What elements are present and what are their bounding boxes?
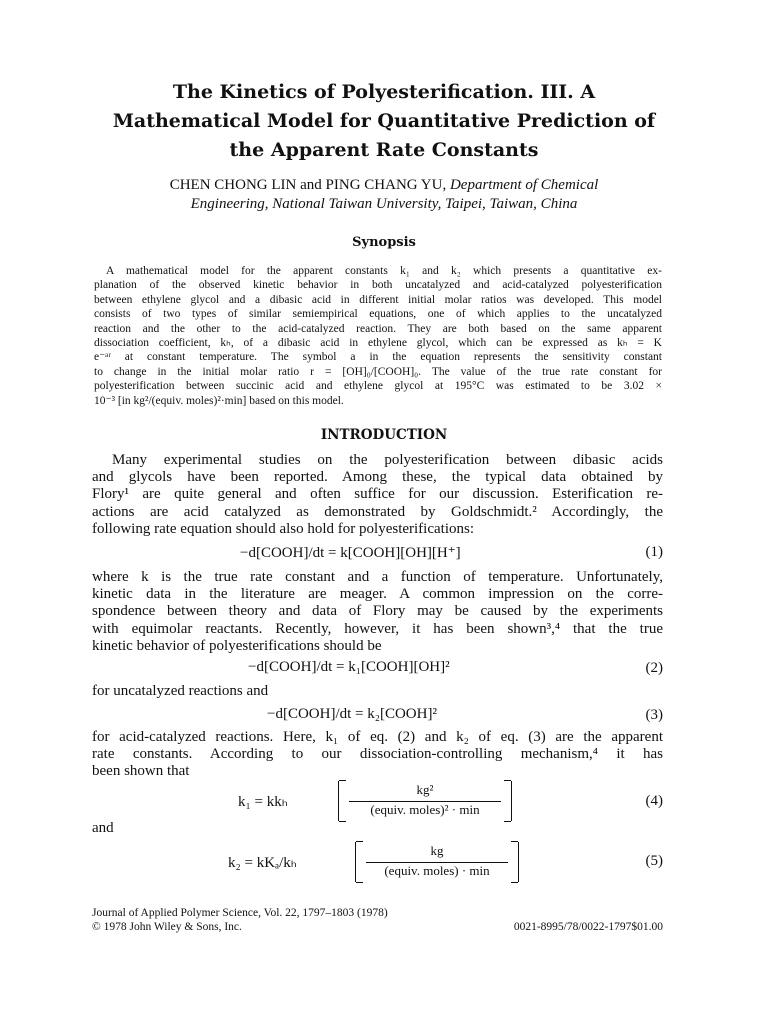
author-block [90,176,678,214]
affiliation-part1: Department of Chemical [449,177,599,193]
equation-4-number: (4) [645,793,663,809]
affiliation-part2: Engineering, National Taiwan University, Taipei, Taiwan, China [190,196,578,212]
body-line: with equimolar reactants. Recently, however, it has been shown³,⁴ that the true [92,620,663,637]
body-line: Flory¹ are quite general and often suffice for our discussion. Esterification re- [92,486,663,503]
author-line [90,176,678,195]
body-line: following rate equation should also hold for polyesterifications: [92,520,475,537]
body-line: and [92,820,114,836]
synopsis-line: e⁻ᵃʳ at constant temperature. The symbol a in the equation represents the sensitivity constant [94,351,662,364]
body-line: rate constants. According to our dissociation-controlling mechanism,⁴ it has [92,746,663,763]
equation-4-units-numerator: kg² [416,782,434,797]
equation-5-units-denominator: (equiv. moles) · min [384,863,490,878]
equation-5-number: (5) [645,853,663,869]
equation-3-number: (3) [645,707,663,723]
synopsis-text [94,264,662,408]
copyright-notice: © 1978 John Wiley & Sons, Inc. [92,921,242,933]
body-line: spondence between theory and data of Flory may be caused by the experiments [92,603,663,620]
intro-and-word [92,820,663,837]
intro-paragraph-4 [92,729,663,781]
intro-paragraph-1 [92,452,663,538]
synopsis-line: reaction and the other to the acid-catalyzed reaction. They are both based on the same apparent [94,322,662,335]
synopsis-line: consists of two types of similar semiempirical equations, one of which applies to the uncatalyzed [94,308,662,321]
intro-paragraph-2 [92,569,663,655]
title-line: Mathematical Model for Quantitative Prediction of [112,110,656,132]
synopsis-line: 10⁻³ [in kg²/(equiv. moles)²·min] based on this model. [94,394,344,407]
equation-1: −d[COOH]/dt = k[COOH][OH][H⁺] [240,545,461,561]
body-line: kinetic data in the literature are meager. A common impression on the corre- [92,586,663,603]
title-line: the Apparent Rate Constants [229,139,539,161]
body-line: actions are acid catalyzed as demonstrated by Goldschmidt.² Accordingly, the [92,503,663,520]
body-line: where k is the true rate constant and a function of temperature. Unfortunately, [92,569,663,585]
body-line: for uncatalyzed reactions and [92,683,269,699]
author-names: CHEN CHONG LIN and PING CHANG YU, [169,177,447,193]
equation-5-units-numerator: kg [430,843,444,858]
paper-title [90,78,678,165]
equation-2: −d[COOH]/dt = k₁[COOH][OH]² [248,659,450,675]
body-line: Many experimental studies on the polyesterification between dibasic acids [112,452,663,468]
body-line: for acid-catalyzed reactions. Here, k₁ of eq. (2) and k₂ of eq. (3) are the apparent [92,729,663,745]
issn-code: 0021-8995/78/0022-1797$01.00 [513,921,663,933]
equation-4-lhs: k₁ = kkₕ [238,794,288,810]
introduction-heading: INTRODUCTION [320,427,448,443]
synopsis-line: between ethylene glycol and a dibasic acid in different initial molar ratios was developed. This model [94,293,662,306]
equation-4-units-bracket [338,781,512,821]
body-line: kinetic behavior of polyesterifications should be [92,637,382,654]
synopsis-line: to change in the initial molar ratio r = [OH]₀/[COOH]₀. The value of the true rate constant for [94,365,662,378]
equation-5-units-bracket [355,842,519,882]
body-line: been shown that [92,763,190,780]
synopsis-line: planation of the observed kinetic behavior in both uncatalyzed and acid-catalyzed polyesterification [94,279,662,292]
synopsis-heading: Synopsis [352,235,416,250]
equation-5-lhs: k₂ = kKₐ/kₕ [228,855,297,871]
equation-2-number: (2) [645,660,663,676]
intro-paragraph-3 [92,683,663,700]
synopsis-line: dissociation coefficient, kₕ, of a dibasic acid in ethylene glycol, which can be expressed as kₕ = K [94,337,662,350]
equation-1-number: (1) [645,544,663,560]
page-footer [92,906,663,934]
synopsis-line: A mathematical model for the apparent constants k₁ and k₂ which presents a quantitative ex- [106,265,662,277]
equation-3: −d[COOH]/dt = k₂[COOH]² [267,706,437,722]
equation-4-units-denominator: (equiv. moles)² · min [370,802,480,817]
synopsis-line: polyesterification between succinic acid and ethylene glycol at 195°C was estimated to be 3.02 × [94,380,662,393]
journal-citation: Journal of Applied Polymer Science, Vol. 22, 1797–1803 (1978) [92,907,388,919]
title-line: The Kinetics of Polyesterification. III. A [172,81,596,103]
body-line: and glycols have been reported. Among these, the typical data obtained by [92,469,663,486]
